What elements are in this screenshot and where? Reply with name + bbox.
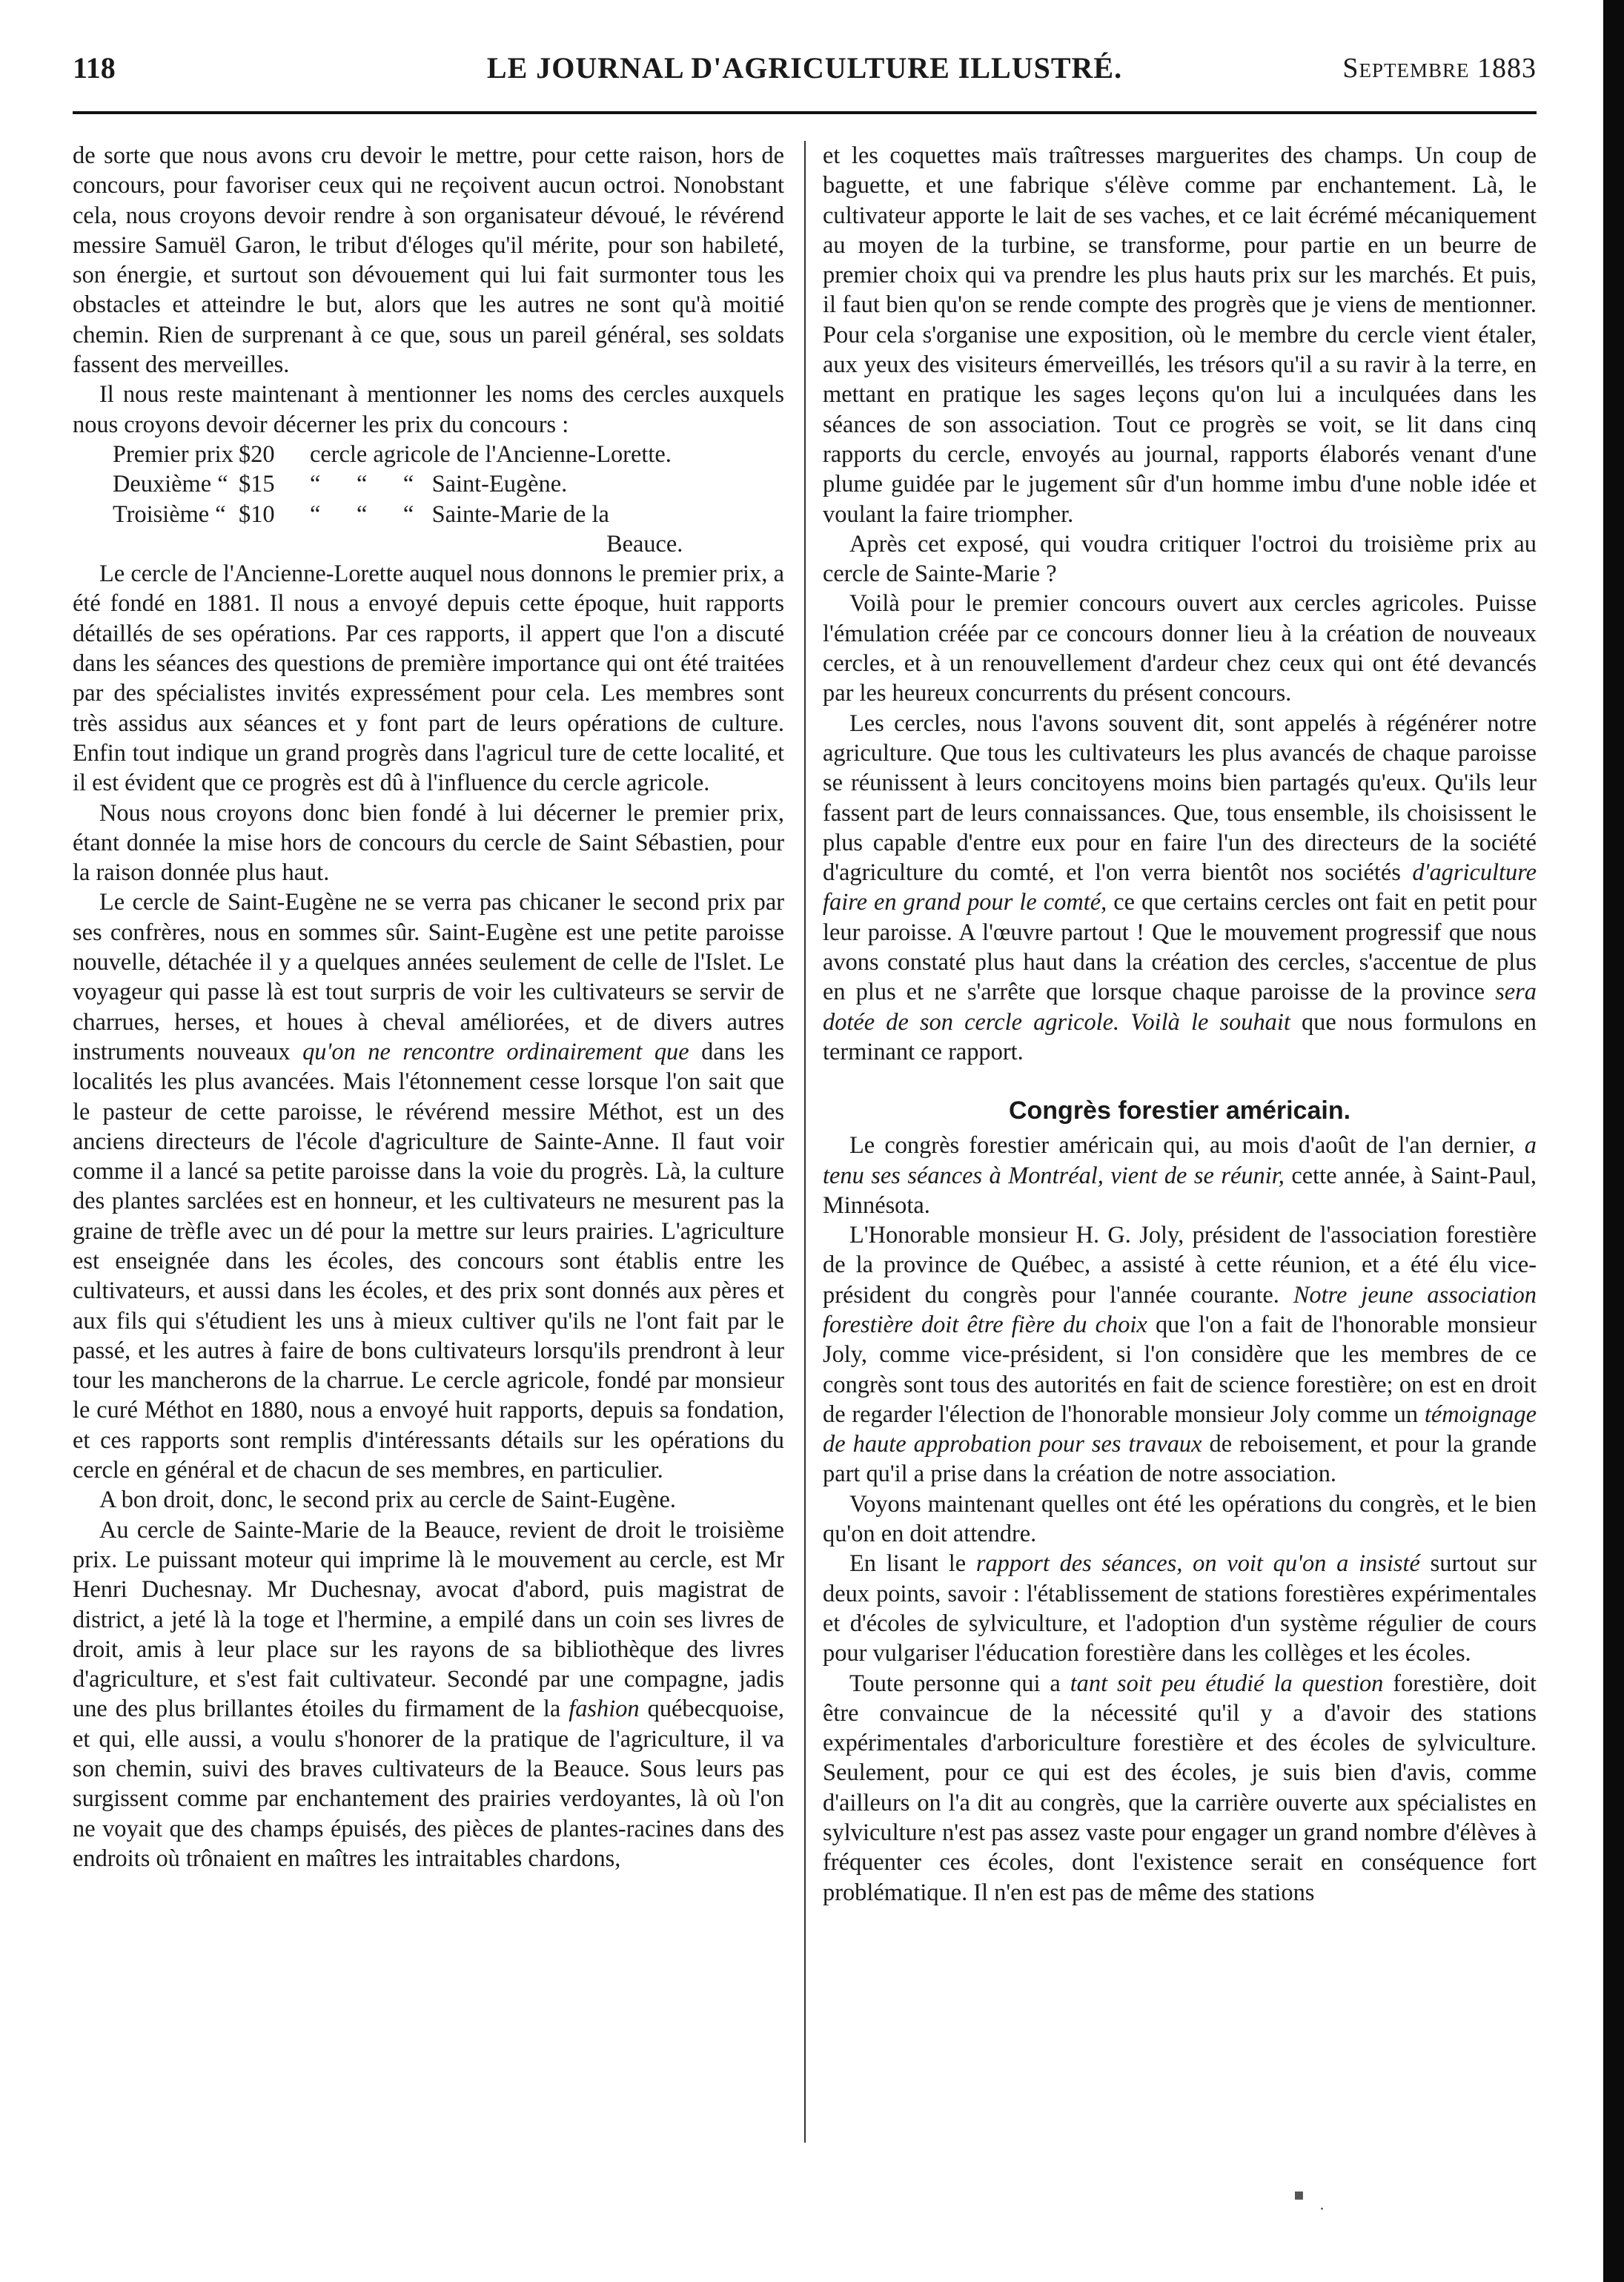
text-run: québecquoise, et qui, elle aussi, a voulu s'honorer de la pratique de l'agriculture, il va son chemin, suivi des braves cultivateurs de la Beauce. Sous leurs pas surgissent comme par enchantement des prairies verdoyantes, là où l'on ne voyait que des champs épuisés, des pièces de plantes-racines dans des endroits où trônaient en maîtres les intraitables chardons, bbox=[73, 1696, 784, 1872]
text-run: surtout sur deux points, savoir : l'établissement de stations forestières expérimentales et d'écoles de sylviculture, et l'adoption d'un système régulier de cours pour vulgariser l'éducation forestière dans les collèges et les écoles. bbox=[823, 1550, 1537, 1667]
paragraph bbox=[823, 709, 1537, 1068]
text-run: Les cercles, nous l'avons souvent dit, sont appelés à régénérer notre agriculture. Que tous les cultivateurs les plus avancés de chaque paroisse se réunissent à leurs concitoyens moins bien partagés qu'eux. Qu'ils leur fassent part de leurs connaissances. Que, tous ensemble, ils choisissent le plus capable d'entre eux pour en faire l'un des directeurs de la société d'agriculture du comté, et l'on verra bientôt nos sociétés bbox=[823, 710, 1537, 887]
paragraph: Il nous reste maintenant à mentionner les noms des cercles auxquels nous croyons devoir décerner les prix du concours : bbox=[73, 381, 784, 438]
scan-edge-shadow bbox=[1603, 0, 1624, 2282]
prize-row bbox=[73, 440, 784, 469]
paragraph: Après cet exposé, qui voudra critiquer l'octroi du troisième prix au cercle de Sainte-Marie ? bbox=[823, 530, 1537, 588]
paragraph: et les coquettes maïs traîtresses marguerites des champs. Un coup de baguette, et une fabrique s'élève comme par enchantement. Là, le cultivateur apporte le lait de ses vaches, et ce lait écrémé mécaniquement au moyen de la turbine, se transforme, pour partie en un beurre de premier choix qui va prendre les plus hauts prix sur les marchés. Et puis, il faut bien qu'on se rende compte des progrès que je viens de mentionner. Pour cela s'organise une exposition, où le membre du cercle vient étaler, aux yeux des visiteurs émerveillés, les trésors qu'il a su ravir à la terre, en mettant en pratique les sages leçons qu'on lui a inculquées dans les séances de son association. Tout ce progrès se voit, se lit dans cinq rapports du cercle, envoyés au journal, rapports élaborés venant d'une plume guidée par le jugement sûr d'un homme imbu d'une noble idée et voulant la faire triompher. bbox=[823, 142, 1537, 528]
italic-run: fashion bbox=[569, 1696, 640, 1723]
running-header bbox=[73, 46, 1537, 98]
prize-circle: “ “ “ Saint-Eugène. bbox=[310, 471, 568, 498]
print-speck: · bbox=[1319, 2200, 1325, 2219]
prize-row bbox=[73, 500, 784, 529]
header-rule bbox=[73, 111, 1537, 114]
paragraph: Voilà pour le premier concours ouvert aux cercles agricoles. Puisse l'émulation créée par ce concours donner lieu à la création de nouveaux cercles, et à un renouvellement d'ardeur chez ceux qui ont été devancés par les heureux concurrents du présent concours. bbox=[823, 590, 1537, 707]
text-run: que l'on a fait de l'honorable monsieur Joly, comme vice-président, si l'on considère que les membres de ce congrès sont tous des autorités en fait de science forestière; on est en droit de regarder l'élection de l'honorable monsieur Joly comme un bbox=[823, 1311, 1537, 1428]
text-run: ce que certains cercles ont fait en petit pour leur paroisse. A l'œuvre partout ! Que le mouvement progressif que nous avons constaté plus haut dans la création des cercles, s'accentue de plus en plus et ne s'arrête que lorsque chaque paroisse de la province bbox=[823, 889, 1537, 1006]
italic-run: rapport des séances, on voit qu'on a insisté bbox=[975, 1550, 1420, 1578]
text-run: que nous formulons en terminant ce rapport. bbox=[823, 1008, 1537, 1065]
text-run: de reboisement, et pour la grande part qu'il a prise dans la création de notre association. bbox=[823, 1431, 1537, 1488]
section-heading: Congrès forestier américain. bbox=[1008, 1097, 1351, 1125]
italic-run: d'agriculture faire en grand pour le comté, bbox=[823, 859, 1537, 916]
prize-rank: Deuxième “ bbox=[113, 471, 228, 498]
print-speck: ▪ bbox=[1293, 2186, 1305, 2204]
paragraph: Voyons maintenant quelles ont été les opérations du congrès, et le bien qu'on en doit attendre. bbox=[823, 1490, 1537, 1548]
page-number: 118 bbox=[73, 51, 116, 85]
text-run: forestière, doit être convaincue de la nécessité qu'il y a d'avoir des stations expérimentales d'arboriculture forestière et des écoles de sylviculture. Seulement, pour ce qui est des écoles, je suis bien d'avis, comme d'ailleurs on l'a dit au congrès, que la carrière ouverte aux spécialistes en sylviculture n'est pas assez vaste pour engager un grand nombre d'élèves à fréquenter ces écoles, dont l'existence serait en conséquence fort problématique. Il n'en est pas de même des stations bbox=[823, 1670, 1537, 1906]
journal-title: LE JOURNAL D'AGRICULTURE ILLUSTRÉ. bbox=[486, 51, 1123, 85]
text-run: En lisant le bbox=[849, 1550, 976, 1578]
paragraph bbox=[823, 1131, 1537, 1220]
italic-run: a tenu ses séances à Montréal, vient de se réunir, bbox=[823, 1132, 1537, 1189]
prize-row-continuation: Beauce. bbox=[606, 530, 683, 558]
text-run: cette année, à Saint-Paul, Minnésota. bbox=[823, 1162, 1537, 1219]
prize-row bbox=[73, 469, 784, 499]
text-run: Le congrès forestier américain qui, au mois d'août de l'an dernier, bbox=[849, 1132, 1525, 1160]
prize-amount: $10 bbox=[239, 500, 275, 528]
prize-rank: Premier prix bbox=[113, 440, 233, 468]
paragraph: Le cercle de l'Ancienne-Lorette auquel nous donnons le premier prix, a été fondé en 1881. Il nous a envoyé depuis cette époque, huit rapports détaillés de ses opérations. Par ces rapports, il appert que l'on a discuté dans les séances des questions de première importance qui ont été traitées par des spécialistes invités expressément pour cela. Les membres sont très assidus aux séances et y font part de leurs opérations de culture. Enfin tout indique un grand progrès dans l'agricul ture de cette localité, et il est évident que ce progrès est dû à l'influence du cercle agricole. bbox=[73, 560, 784, 797]
text-run: Le cercle de Saint-Eugène ne se verra pas chicaner le second prix par ses confrères, nous en sommes sûr. Saint-Eugène est une petite paroisse nouvelle, détachée il y a quelques années seulement de celle de l'Islet. Le voyageur qui passe là est tout surpris de voir les cultivateurs se servir de charrues, herses, et houes à cheval améliorées, et de divers autres instruments nouveaux bbox=[73, 889, 784, 1065]
right-column bbox=[823, 141, 1537, 2150]
paragraph bbox=[823, 1549, 1537, 1668]
paragraph bbox=[823, 1669, 1537, 1908]
text-run: Au cercle de Sainte-Marie de la Beauce, revient de droit le troisième prix. Le puissant moteur qui imprime là le mouvement au cercle, est Mr Henri Duchesnay. Mr Duchesnay, avocat d'abord, puis magistrat de district, a jeté là la toge et l'hermine, a empilé dans un coin ses livres de droit, amis à leur place sur les rayons de sa bibliothèque des livres d'agriculture, et s'est fait cultivateur. Secondé par une compagne, jadis une des plus brillantes étoiles du firmament de la bbox=[73, 1516, 784, 1723]
text-run: dans les localités les plus avancées. Mais l'étonnement cesse lorsque l'on sait que le pasteur de cette paroisse, le révérend messire Méthot, est un des anciens directeurs de l'école d'agriculture de Sainte-Anne. Il faut voir comme il a lancé sa petite paroisse dans la voie du progrès. Là, la culture des plantes sarclées est en honneur, et les cultivateurs ne mesurent pas la graine de trèfle avec un dé pour la mettre sur leurs prairies. L'agriculture est enseignée dans les écoles, des concours sont établis entre les cultivateurs, et aussi dans les écoles, et des prix sont donnés aux pères et aux fils qui s'étudient les uns à mieux cultiver qu'ils ne l'ont fait par le passé, et les autres à faire de bons cultivateurs lorsqu'ils prendront à leur tour les mancherons de la charrue. Le cercle agricole, fondé par monsieur le curé Méthot en 1880, nous a envoyé huit rapports, depuis sa fondation, et ces rapports sont remplis d'intéressants détails sur les opérations du cercle en général et de chacun de ses membres, en particulier. bbox=[73, 1038, 784, 1484]
column-divider bbox=[804, 141, 806, 2143]
issue-date: Septembre 1883 bbox=[1342, 53, 1537, 84]
prize-list bbox=[73, 440, 784, 559]
prize-rank: Troisième “ bbox=[113, 500, 226, 528]
prize-circle: cercle agricole de l'Ancienne-Lorette. bbox=[310, 440, 672, 468]
italic-run: tant soit peu étudié la question bbox=[1070, 1670, 1384, 1697]
left-column bbox=[73, 141, 784, 2150]
paragraph bbox=[73, 1515, 784, 1874]
prize-amount: $15 bbox=[239, 471, 275, 498]
paragraph: Nous nous croyons donc bien fondé à lui décerner le premier prix, étant donnée la mise hors de concours du cercle de Saint Sébastien, pour la raison donnée plus haut. bbox=[73, 799, 784, 887]
paragraph: A bon droit, donc, le second prix au cercle de Saint-Eugène. bbox=[99, 1486, 677, 1514]
prize-amount: $20 bbox=[239, 440, 275, 468]
text-run: L'Honorable monsieur H. G. Joly, président de l'association forestière de la province de Québec, a assisté à cette réunion, et a été élu vice-président du congrès pour l'année courante. bbox=[823, 1222, 1537, 1309]
paragraph bbox=[73, 887, 784, 1485]
paragraph: de sorte que nous avons cru devoir le mettre, pour cette raison, hors de concours, pour favoriser ceux qui ne reçoivent aucun octroi. Nonobstant cela, nous croyons devoir rendre à son organisateur dévoué, le révérend messire Samuël Garon, le tribut d'éloges qu'il mérite, pour son habileté, son énergie, et surtout son dévouement qui lui fait surmonter tous les obstacles et atteindre le but, alors que les autres ne sont qu'à moitié chemin. Rien de surprenant à ce que, sous un pareil général, ses soldats fassent des merveilles. bbox=[73, 142, 784, 379]
italic-run: témoignage de haute approbation pour ses travaux bbox=[823, 1400, 1537, 1458]
text-run: Toute personne qui a bbox=[849, 1670, 1070, 1697]
italic-run: sera dotée de son cercle agricole. Voilà le souhait bbox=[823, 979, 1537, 1036]
paragraph bbox=[823, 1220, 1537, 1489]
italic-run: Notre jeune association forestière doit être fière du choix bbox=[823, 1281, 1537, 1338]
prize-circle: “ “ “ Sainte-Marie de la bbox=[310, 500, 609, 528]
italic-run: qu'on ne rencontre ordinairement que bbox=[302, 1038, 689, 1065]
